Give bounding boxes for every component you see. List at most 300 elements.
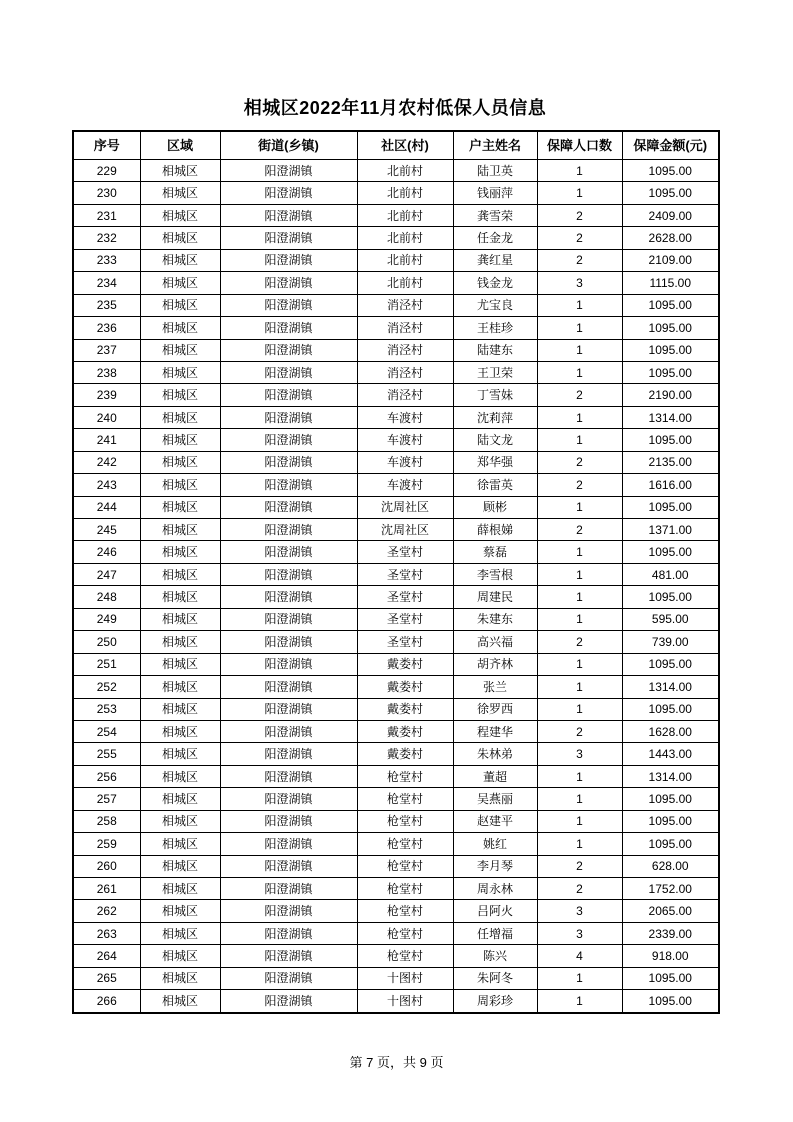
table-cell: 相城区 (140, 788, 220, 810)
table-cell: 阳澄湖镇 (220, 676, 357, 698)
table-cell: 圣堂村 (357, 541, 453, 563)
table-cell: 阳澄湖镇 (220, 384, 357, 406)
table-row (73, 855, 719, 877)
table-cell: 圣堂村 (357, 563, 453, 585)
table-row (73, 990, 719, 1013)
table-cell: 枪堂村 (357, 855, 453, 877)
table-cell: 1 (537, 990, 622, 1013)
table-cell: 1 (537, 294, 622, 316)
table-cell: 相城区 (140, 990, 220, 1013)
table-cell: 265 (73, 967, 140, 989)
table-cell: 相城区 (140, 272, 220, 294)
table-cell: 1095.00 (622, 429, 719, 451)
table-cell: 相城区 (140, 339, 220, 361)
table-cell: 595.00 (622, 608, 719, 630)
table-cell: 消泾村 (357, 361, 453, 383)
table-cell: 枪堂村 (357, 788, 453, 810)
table-cell: 1095.00 (622, 990, 719, 1013)
table-cell: 相城区 (140, 608, 220, 630)
table-cell: 245 (73, 519, 140, 541)
table-cell: 1 (537, 833, 622, 855)
column-header-householder: 户主姓名 (453, 131, 537, 160)
table-cell: 阳澄湖镇 (220, 720, 357, 742)
table-cell: 1095.00 (622, 496, 719, 518)
table-cell: 2 (537, 384, 622, 406)
table-row (73, 294, 719, 316)
table-cell: 阳澄湖镇 (220, 765, 357, 787)
table-cell: 阳澄湖镇 (220, 810, 357, 832)
table-cell: 261 (73, 878, 140, 900)
table-cell: 消泾村 (357, 317, 453, 339)
table-cell: 238 (73, 361, 140, 383)
table-cell: 240 (73, 406, 140, 428)
table-cell: 姚红 (453, 833, 537, 855)
table-cell: 1314.00 (622, 676, 719, 698)
table-cell: 231 (73, 204, 140, 226)
table-cell: 1 (537, 810, 622, 832)
table-cell: 阳澄湖镇 (220, 541, 357, 563)
table-cell: 2339.00 (622, 922, 719, 944)
table-cell: 258 (73, 810, 140, 832)
table-cell: 1095.00 (622, 967, 719, 989)
table-row (73, 833, 719, 855)
table-cell: 沈周社区 (357, 519, 453, 541)
table-cell: 2190.00 (622, 384, 719, 406)
table-cell: 3 (537, 922, 622, 944)
table-cell: 消泾村 (357, 384, 453, 406)
table-cell: 阳澄湖镇 (220, 900, 357, 922)
table-row (73, 945, 719, 967)
table-cell: 263 (73, 922, 140, 944)
table-cell: 阳澄湖镇 (220, 204, 357, 226)
page-title: 相城区2022年11月农村低保人员信息 (243, 98, 547, 118)
table-cell: 相城区 (140, 406, 220, 428)
table-row (73, 249, 719, 271)
table-cell: 任增福 (453, 922, 537, 944)
table-cell: 234 (73, 272, 140, 294)
table-cell: 2 (537, 474, 622, 496)
table-cell: 徐罗西 (453, 698, 537, 720)
table-cell: 2 (537, 631, 622, 653)
table-cell: 2409.00 (622, 204, 719, 226)
table-cell: 相城区 (140, 586, 220, 608)
table-cell: 247 (73, 563, 140, 585)
table-cell: 1095.00 (622, 339, 719, 361)
table-cell: 戴娄村 (357, 653, 453, 675)
table-cell: 阳澄湖镇 (220, 788, 357, 810)
table-cell: 阳澄湖镇 (220, 631, 357, 653)
table-cell: 相城区 (140, 563, 220, 585)
table-cell: 枪堂村 (357, 900, 453, 922)
table-cell: 薛根娣 (453, 519, 537, 541)
table-row (73, 429, 719, 451)
table-cell: 阳澄湖镇 (220, 563, 357, 585)
table-cell: 枪堂村 (357, 810, 453, 832)
table-cell: 242 (73, 451, 140, 473)
table-cell: 枪堂村 (357, 765, 453, 787)
page-number: 第 7 页，共 9 页 (349, 1055, 444, 1070)
table-cell: 十图村 (357, 990, 453, 1013)
table-cell: 249 (73, 608, 140, 630)
table-cell: 钱金龙 (453, 272, 537, 294)
table-cell: 1 (537, 676, 622, 698)
table-cell: 任金龙 (453, 227, 537, 249)
table-cell: 1095.00 (622, 810, 719, 832)
table-cell: 北前村 (357, 272, 453, 294)
table-cell: 戴娄村 (357, 743, 453, 765)
table-cell: 程建华 (453, 720, 537, 742)
table-cell: 阳澄湖镇 (220, 878, 357, 900)
table-row (73, 541, 719, 563)
table-cell: 相城区 (140, 855, 220, 877)
table-row (73, 451, 719, 473)
table-cell: 相城区 (140, 720, 220, 742)
table-cell: 戴娄村 (357, 676, 453, 698)
table-cell: 253 (73, 698, 140, 720)
table-cell: 1 (537, 496, 622, 518)
table-cell: 1 (537, 339, 622, 361)
table-cell: 1095.00 (622, 294, 719, 316)
table-cell: 256 (73, 765, 140, 787)
table-cell: 1752.00 (622, 878, 719, 900)
table-cell: 王桂珍 (453, 317, 537, 339)
table-cell: 相城区 (140, 743, 220, 765)
table-row (73, 361, 719, 383)
table-cell: 阳澄湖镇 (220, 317, 357, 339)
table-cell: 相城区 (140, 182, 220, 204)
table-row (73, 406, 719, 428)
table-cell: 阳澄湖镇 (220, 698, 357, 720)
table-cell: 胡齐林 (453, 653, 537, 675)
table-cell: 259 (73, 833, 140, 855)
table-cell: 圣堂村 (357, 608, 453, 630)
table-cell: 北前村 (357, 249, 453, 271)
table-row (73, 878, 719, 900)
table-cell: 枪堂村 (357, 945, 453, 967)
table-cell: 1095.00 (622, 541, 719, 563)
table-row (73, 653, 719, 675)
table-cell: 阳澄湖镇 (220, 967, 357, 989)
table-cell: 3 (537, 900, 622, 922)
table-cell: 蔡磊 (453, 541, 537, 563)
table-cell: 王卫荣 (453, 361, 537, 383)
table-cell: 481.00 (622, 563, 719, 585)
table-cell: 250 (73, 631, 140, 653)
table-cell: 戴娄村 (357, 720, 453, 742)
table-cell: 3 (537, 743, 622, 765)
subsistence-allowance-table (72, 130, 720, 1014)
table-cell: 1 (537, 788, 622, 810)
table-cell: 246 (73, 541, 140, 563)
table-cell: 相城区 (140, 698, 220, 720)
table-cell: 1 (537, 361, 622, 383)
table-cell: 262 (73, 900, 140, 922)
table-cell: 董超 (453, 765, 537, 787)
table-cell: 251 (73, 653, 140, 675)
table-cell: 1115.00 (622, 272, 719, 294)
table-cell: 阳澄湖镇 (220, 406, 357, 428)
table-cell: 1371.00 (622, 519, 719, 541)
table-row (73, 765, 719, 787)
table-row (73, 519, 719, 541)
table-cell: 255 (73, 743, 140, 765)
table-cell: 北前村 (357, 182, 453, 204)
table-cell: 李雪根 (453, 563, 537, 585)
column-header-amount: 保障金额(元) (622, 131, 719, 160)
table-cell: 2 (537, 855, 622, 877)
table-cell: 1095.00 (622, 653, 719, 675)
table-cell: 戴娄村 (357, 698, 453, 720)
table-cell: 阳澄湖镇 (220, 608, 357, 630)
table-cell: 高兴福 (453, 631, 537, 653)
table-cell: 1 (537, 967, 622, 989)
table-cell: 628.00 (622, 855, 719, 877)
table-cell: 阳澄湖镇 (220, 361, 357, 383)
table-cell: 相城区 (140, 519, 220, 541)
table-cell: 阳澄湖镇 (220, 451, 357, 473)
table-cell: 相城区 (140, 361, 220, 383)
table-cell: 相城区 (140, 204, 220, 226)
table-cell: 相城区 (140, 810, 220, 832)
table-cell: 相城区 (140, 160, 220, 182)
table-row (73, 631, 719, 653)
table-cell: 丁雪妹 (453, 384, 537, 406)
table-cell: 枪堂村 (357, 922, 453, 944)
table-cell: 吴燕丽 (453, 788, 537, 810)
table-cell: 北前村 (357, 160, 453, 182)
table-row (73, 967, 719, 989)
table-row (73, 743, 719, 765)
table-cell: 241 (73, 429, 140, 451)
table-cell: 陆文龙 (453, 429, 537, 451)
table-cell: 阳澄湖镇 (220, 653, 357, 675)
table-cell: 2065.00 (622, 900, 719, 922)
table-cell: 李月琴 (453, 855, 537, 877)
table-cell: 相城区 (140, 541, 220, 563)
table-cell: 张兰 (453, 676, 537, 698)
table-cell: 229 (73, 160, 140, 182)
table-row (73, 204, 719, 226)
table-cell: 2135.00 (622, 451, 719, 473)
table-cell: 沈莉萍 (453, 406, 537, 428)
table-cell: 266 (73, 990, 140, 1013)
table-cell: 车渡村 (357, 406, 453, 428)
column-header-township: 街道(乡镇) (220, 131, 357, 160)
table-row (73, 810, 719, 832)
table-row (73, 676, 719, 698)
table-cell: 相城区 (140, 294, 220, 316)
table-cell: 相城区 (140, 945, 220, 967)
table-cell: 龚红星 (453, 249, 537, 271)
table-cell: 沈周社区 (357, 496, 453, 518)
table-row (73, 586, 719, 608)
table-cell: 2 (537, 519, 622, 541)
table-cell: 252 (73, 676, 140, 698)
table-cell: 周彩珍 (453, 990, 537, 1013)
table-cell: 1095.00 (622, 833, 719, 855)
table-cell: 吕阿火 (453, 900, 537, 922)
table-cell: 陈兴 (453, 945, 537, 967)
table-cell: 北前村 (357, 204, 453, 226)
table-cell: 236 (73, 317, 140, 339)
table-cell: 3 (537, 272, 622, 294)
table-cell: 阳澄湖镇 (220, 833, 357, 855)
table-cell: 阳澄湖镇 (220, 294, 357, 316)
column-header-district: 区域 (140, 131, 220, 160)
table-cell: 1 (537, 586, 622, 608)
table-cell: 918.00 (622, 945, 719, 967)
table-cell: 阳澄湖镇 (220, 743, 357, 765)
table-row (73, 900, 719, 922)
table-cell: 赵建平 (453, 810, 537, 832)
table-cell: 1095.00 (622, 698, 719, 720)
table-cell: 阳澄湖镇 (220, 429, 357, 451)
table-cell: 阳澄湖镇 (220, 519, 357, 541)
table-cell: 1314.00 (622, 406, 719, 428)
table-cell: 1095.00 (622, 586, 719, 608)
table-cell: 1628.00 (622, 720, 719, 742)
table-cell: 2 (537, 249, 622, 271)
table-cell: 相城区 (140, 384, 220, 406)
table-cell: 徐雷英 (453, 474, 537, 496)
table-cell: 陆卫英 (453, 160, 537, 182)
table-cell: 圣堂村 (357, 631, 453, 653)
table-cell: 阳澄湖镇 (220, 182, 357, 204)
table-cell: 244 (73, 496, 140, 518)
table-row (73, 160, 719, 182)
table-cell: 车渡村 (357, 451, 453, 473)
table-cell: 1 (537, 406, 622, 428)
table-cell: 1 (537, 429, 622, 451)
table-cell: 相城区 (140, 833, 220, 855)
column-header-persons: 保障人口数 (537, 131, 622, 160)
table-cell: 1 (537, 765, 622, 787)
table-cell: 254 (73, 720, 140, 742)
table-cell: 消泾村 (357, 339, 453, 361)
table-cell: 1 (537, 608, 622, 630)
table-cell: 阳澄湖镇 (220, 990, 357, 1013)
table-row (73, 720, 719, 742)
table-cell: 239 (73, 384, 140, 406)
table-row (73, 563, 719, 585)
table-cell: 阳澄湖镇 (220, 945, 357, 967)
table-cell: 郑华强 (453, 451, 537, 473)
table-cell: 朱建东 (453, 608, 537, 630)
table-row (73, 227, 719, 249)
table-cell: 阳澄湖镇 (220, 339, 357, 361)
table-cell: 260 (73, 855, 140, 877)
table-cell: 1095.00 (622, 317, 719, 339)
table-cell: 2 (537, 451, 622, 473)
table-cell: 相城区 (140, 474, 220, 496)
table-row (73, 474, 719, 496)
table-cell: 1314.00 (622, 765, 719, 787)
table-cell: 1 (537, 653, 622, 675)
table-cell: 相城区 (140, 249, 220, 271)
table-cell: 1 (537, 698, 622, 720)
table-cell: 阳澄湖镇 (220, 855, 357, 877)
table-cell: 2628.00 (622, 227, 719, 249)
table-cell: 相城区 (140, 227, 220, 249)
table-row (73, 608, 719, 630)
table-cell: 相城区 (140, 496, 220, 518)
table-cell: 257 (73, 788, 140, 810)
table-row (73, 317, 719, 339)
table-cell: 车渡村 (357, 429, 453, 451)
table-cell: 北前村 (357, 227, 453, 249)
table-cell: 钱丽萍 (453, 182, 537, 204)
table-cell: 相城区 (140, 317, 220, 339)
table-cell: 阳澄湖镇 (220, 227, 357, 249)
table-cell: 1443.00 (622, 743, 719, 765)
table-cell: 消泾村 (357, 294, 453, 316)
table-cell: 相城区 (140, 676, 220, 698)
table-cell: 陆建东 (453, 339, 537, 361)
table-cell: 相城区 (140, 765, 220, 787)
table-header-row (73, 131, 719, 160)
table-row (73, 182, 719, 204)
table-cell: 264 (73, 945, 140, 967)
table-cell: 阳澄湖镇 (220, 160, 357, 182)
table-cell: 1095.00 (622, 182, 719, 204)
table-cell: 相城区 (140, 922, 220, 944)
table-row (73, 922, 719, 944)
table-body (73, 160, 719, 1013)
table-cell: 龚雪荣 (453, 204, 537, 226)
table-cell: 枪堂村 (357, 878, 453, 900)
table-cell: 2 (537, 720, 622, 742)
table-row (73, 698, 719, 720)
table-cell: 周永林 (453, 878, 537, 900)
table-cell: 十图村 (357, 967, 453, 989)
table-cell: 1 (537, 160, 622, 182)
table-cell: 阳澄湖镇 (220, 272, 357, 294)
table-cell: 枪堂村 (357, 833, 453, 855)
table-cell: 1 (537, 563, 622, 585)
table-cell: 顾彬 (453, 496, 537, 518)
table-cell: 朱林弟 (453, 743, 537, 765)
table-cell: 阳澄湖镇 (220, 922, 357, 944)
table-cell: 阳澄湖镇 (220, 474, 357, 496)
table-cell: 阳澄湖镇 (220, 586, 357, 608)
table-cell: 233 (73, 249, 140, 271)
table-cell: 230 (73, 182, 140, 204)
table-cell: 相城区 (140, 900, 220, 922)
table-cell: 1616.00 (622, 474, 719, 496)
table-cell: 相城区 (140, 429, 220, 451)
table-cell: 朱阿冬 (453, 967, 537, 989)
table-cell: 相城区 (140, 451, 220, 473)
table-cell: 1 (537, 317, 622, 339)
table-row (73, 496, 719, 518)
table-row (73, 384, 719, 406)
table-cell: 相城区 (140, 631, 220, 653)
table-row (73, 788, 719, 810)
column-header-village: 社区(村) (357, 131, 453, 160)
table-cell: 243 (73, 474, 140, 496)
table-cell: 圣堂村 (357, 586, 453, 608)
table-cell: 相城区 (140, 653, 220, 675)
table-cell: 1 (537, 541, 622, 563)
table-cell: 739.00 (622, 631, 719, 653)
table-cell: 尤宝良 (453, 294, 537, 316)
table-cell: 4 (537, 945, 622, 967)
table-cell: 2 (537, 204, 622, 226)
table-cell: 2 (537, 227, 622, 249)
table-cell: 周建民 (453, 586, 537, 608)
table-cell: 248 (73, 586, 140, 608)
table-row (73, 339, 719, 361)
